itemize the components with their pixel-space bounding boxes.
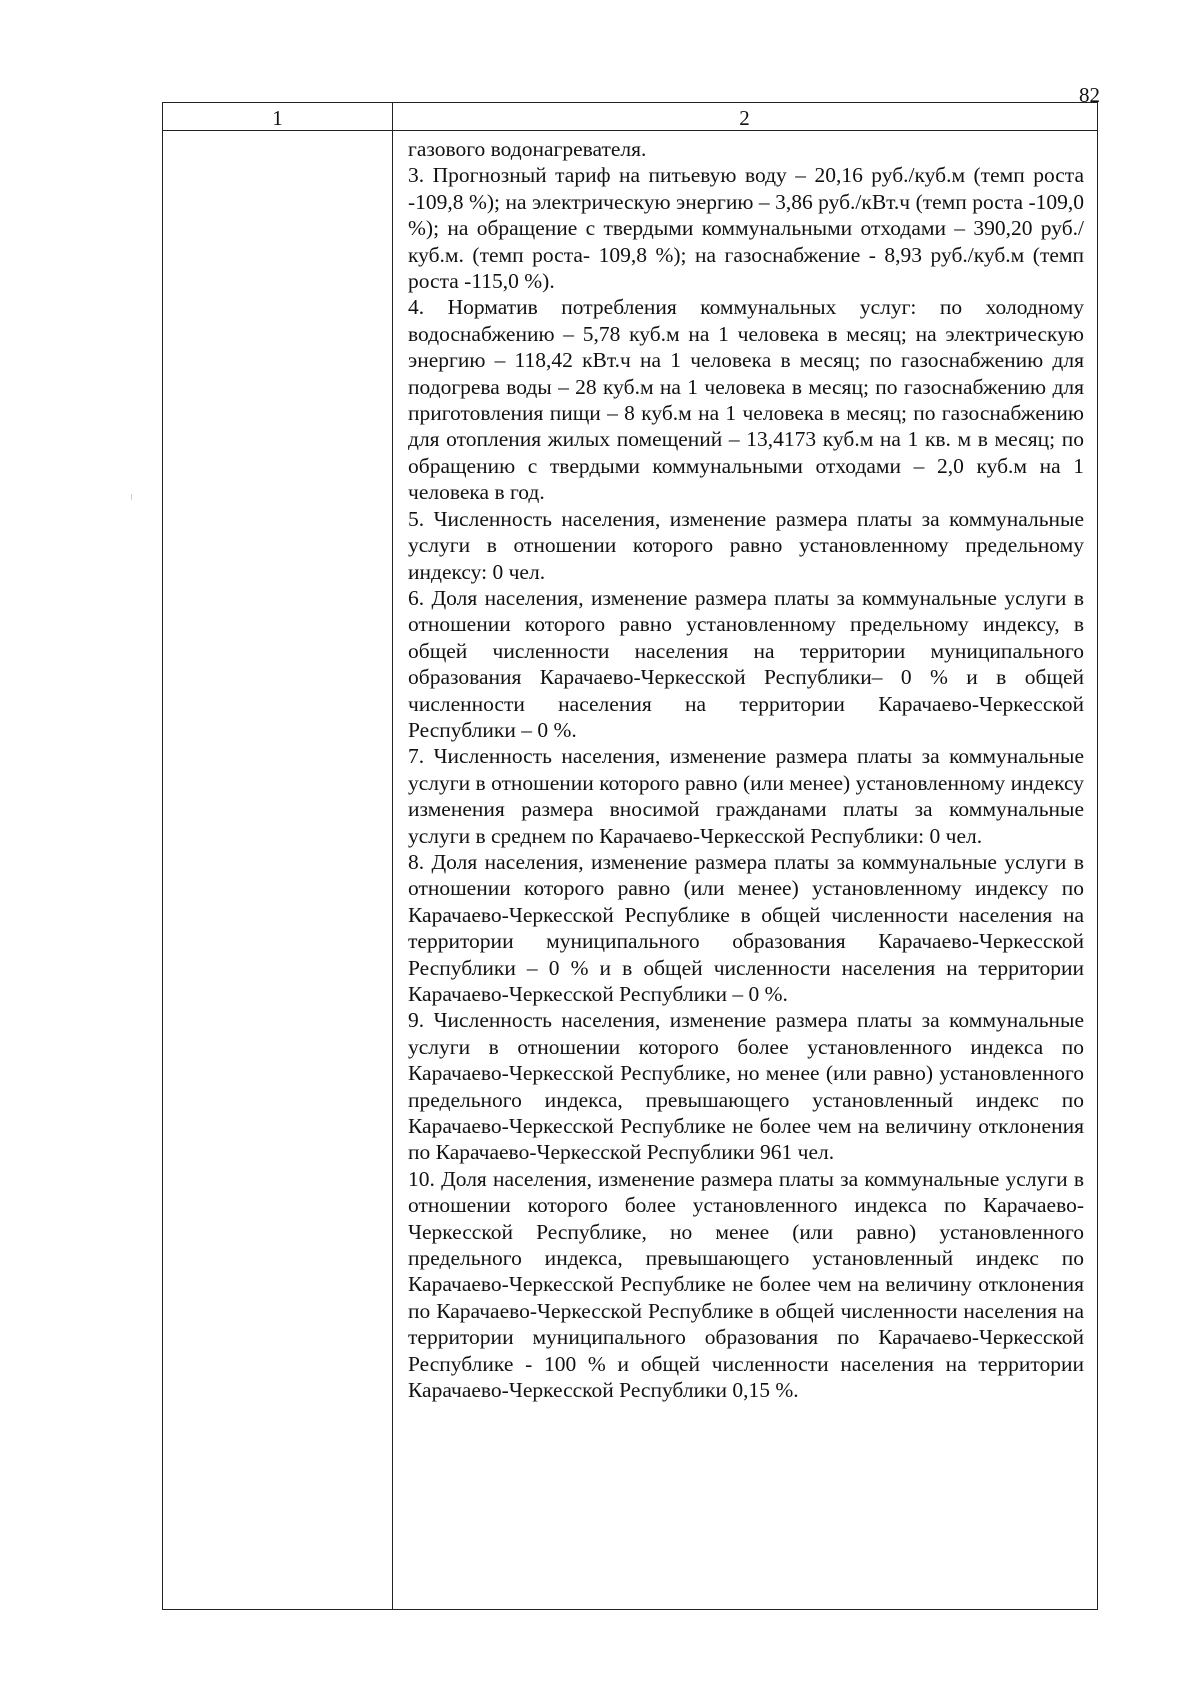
paragraph-item-8: 8. Доля населения, изменение размера платы за коммунальные услуги в отношении которого равно (или менее) установленному индексу по Карачаево-Черкесской Республике в общей численности населения на территории муниципального образования Карачаево-Черкесской Республики – 0 % и в общей численности населения на территории Карачаево-Черкесской Республики – 0 %. [408,849,1084,1006]
table-header-row [163,103,1097,131]
paragraph-item-9: 9. Численность населения, изменение размера платы за коммунальные услуги в отношении которого более установленного индекса по Карачаево-Черкесской Республике, но менее (или равно) установленного предельного индекса, превышающего установленный индекс по Карачаево-Черкесской Республике не более чем на величину отклонения по Карачаево-Черкесской Республики 961 чел. [408,1008,1084,1165]
paragraph-item-4: 4. Норматив потребления коммунальных услуг: по холодному водоснабжению – 5,78 куб.м на 1 человека в месяц; на электрическую энергию – 118,42 кВт.ч на 1 человека в месяц; по газоснабжению для подогрева воды – 28 куб.м на 1 человека в месяц; по газоснабжению для приготовления пищи – 8 куб.м на 1 человека в месяц; по газоснабжению для отопления жилых помещений – 13,4173 куб.м на 1 кв. м в месяц; по обращению с твердыми коммунальными отходами – 2,0 куб.м на 1 человека в год. [408,295,1084,505]
header-cell-1: 1 [272,106,283,130]
paragraph-item-5: 5. Численность населения, изменение размера платы за коммунальные услуги в отношении которого равно установленному предельному индексу: 0 чел. [408,506,1084,584]
page-number: 82 [1079,83,1100,107]
column-divider [392,103,393,1609]
paragraph-continuation: газового водонагревателя. [408,137,647,161]
paragraph-item-6: 6. Доля населения, изменение размера платы за коммунальные услуги в отношении которого равно установленному предельному индексу, в общей численности населения на территории муниципального образования Карачаево-Черкесской Республики– 0 % и в общей численности населения на территории Карачаево-Черкесской Республики – 0 %. [408,585,1084,742]
paragraph-item-3: 3. Прогнозный тариф на питьевую воду – 20,16 руб./куб.м (темп роста -109,8 %); на электрическую энергию – 3,86 руб./кВт.ч (темп роста -109,0 %); на обращение с твердыми коммунальными отходами – 390,20 руб./куб.м. (темп роста- 109,8 %); на газоснабжение - 8,93 руб./куб.м (темп роста -115,0 %). [408,163,1084,294]
paragraph-item-7: 7. Численность населения, изменение размера платы за коммунальные услуги в отношении которого равно (или менее) установленному индексу изменения размера вносимой гражданами платы за коммунальные услуги в среднем по Карачаево-Черкесской Республики: 0 чел. [408,744,1084,848]
table-cell-content [408,136,1084,1404]
paragraph-item-10: 10. Доля населения, изменение размера платы за коммунальные услуги в отношении которого более установленного индекса по Карачаево-Черкесской Республике, но менее (или равно) установленного предельного индекса, превышающего установленный индекс по Карачаево-Черкесской Республике не более чем на величину отклонения по Карачаево-Черкесской Республике в общей численности населения на территории муниципального образования по Карачаево-Черкесской Республике - 100 % и общей численности населения на территории Карачаево-Черкесской Республики 0,15 %. [408,1166,1084,1403]
header-cell-2: 2 [739,106,750,130]
scan-mark [131,494,132,500]
document-table [162,102,1098,1610]
